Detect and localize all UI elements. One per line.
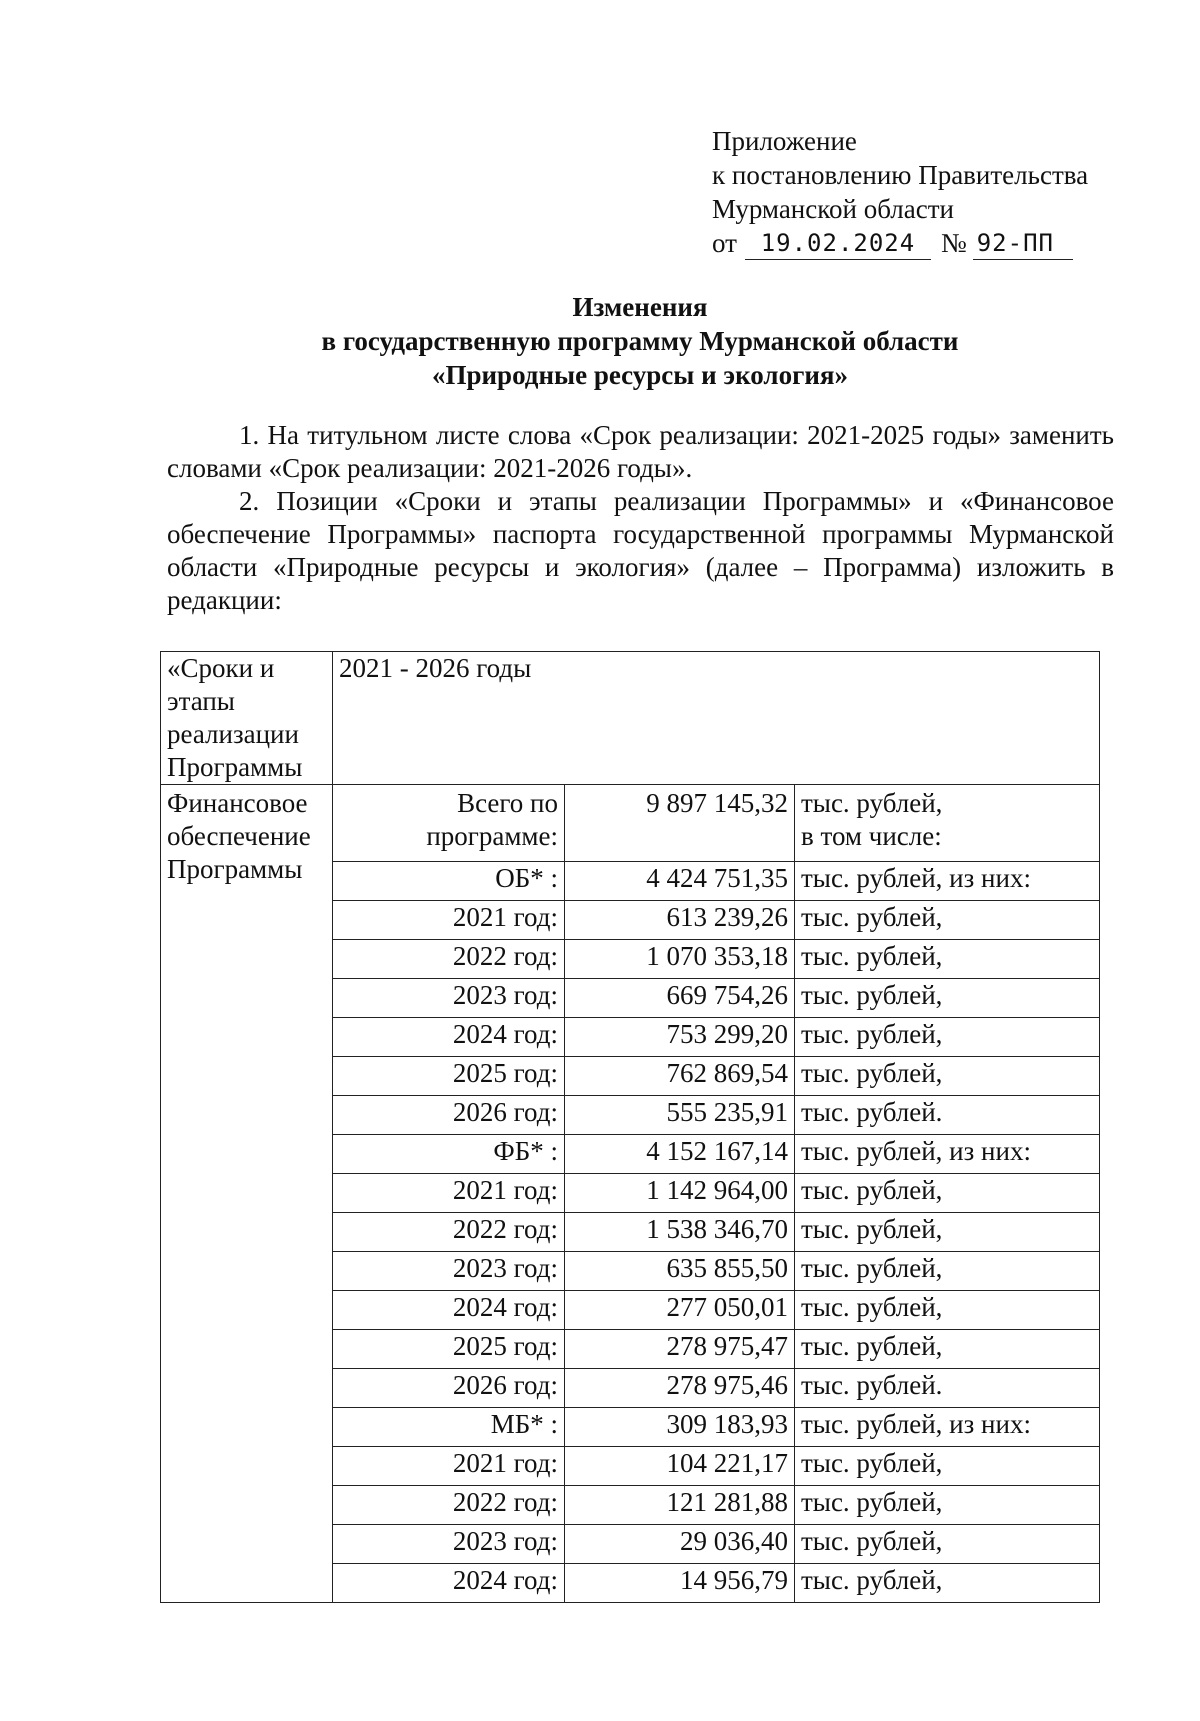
row-label-cell: 2026 год: (333, 1096, 565, 1135)
row-value-cell: 309 183,93 (565, 1408, 795, 1447)
terms-label-cell (161, 652, 333, 785)
approval-line-3: Мурманской области (712, 194, 954, 224)
row-label-cell: 2023 год: (333, 1252, 565, 1291)
paragraph-2: 2. Позиции «Сроки и этапы реализации Программы» и «Финансовое обеспечение Программы» паспорта государственной программы Мурманской области «Природные ресурсы и экология» (далее – Программа) изложить в редакции: (167, 486, 1114, 615)
row-label-cell: 2026 год: (333, 1369, 565, 1408)
row-unit-cell: тыс. рублей, (795, 1174, 1100, 1213)
row-value-cell: 1 070 353,18 (565, 940, 795, 979)
body-text (167, 419, 1114, 617)
row-value-cell: 613 239,26 (565, 901, 795, 940)
row-label-cell: 2023 год: (333, 979, 565, 1018)
row-value-cell: 4 152 167,14 (565, 1135, 795, 1174)
row-unit-cell: тыс. рублей, из них: (795, 1408, 1100, 1447)
row-label-cell: ОБ* : (333, 862, 565, 901)
row-value-cell: 753 299,20 (565, 1018, 795, 1057)
row-value-cell: 104 221,17 (565, 1447, 795, 1486)
total-label-line: Всего по (457, 788, 558, 818)
approval-number-sign: № (940, 228, 967, 258)
row-label-cell: ФБ* : (333, 1135, 565, 1174)
approval-block (712, 124, 1088, 260)
approval-line-1: Приложение (712, 126, 857, 156)
total-label-cell (333, 785, 565, 862)
approval-line-2: к постановлению Правительства (712, 160, 1089, 190)
total-unit-line: в том числе: (801, 821, 942, 851)
row-label-cell: 2022 год: (333, 1486, 565, 1525)
row-value-cell: 669 754,26 (565, 979, 795, 1018)
row-value-cell: 14 956,79 (565, 1564, 795, 1603)
row-unit-cell: тыс. рублей, (795, 1447, 1100, 1486)
approval-from-label: от (712, 228, 737, 258)
row-unit-cell: тыс. рублей, (795, 1486, 1100, 1525)
paragraph-1: 1. На титульном листе слова «Срок реализации: 2021-2025 годы» заменить словами «Срок реализации: 2021-2026 годы». (167, 420, 1114, 483)
terms-value-cell: 2021 - 2026 годы (333, 652, 1100, 785)
row-label-cell: 2022 год: (333, 940, 565, 979)
row-unit-cell: тыс. рублей, (795, 979, 1100, 1018)
row-label-cell: 2025 год: (333, 1057, 565, 1096)
row-label-cell: 2024 год: (333, 1291, 565, 1330)
finance-label-line: обеспечение (167, 821, 311, 851)
row-value-cell: 635 855,50 (565, 1252, 795, 1291)
row-value-cell: 278 975,46 (565, 1369, 795, 1408)
row-label-cell: МБ* : (333, 1408, 565, 1447)
finance-label-line: Программы (167, 854, 303, 884)
row-unit-cell: тыс. рублей, (795, 940, 1100, 979)
total-value-cell: 9 897 145,32 (565, 785, 795, 862)
row-label-cell: 2021 год: (333, 1174, 565, 1213)
document-title (160, 290, 1120, 392)
row-value-cell: 278 975,47 (565, 1330, 795, 1369)
row-label-cell: 2023 год: (333, 1525, 565, 1564)
row-label-cell: 2021 год: (333, 1447, 565, 1486)
title-line-1: Изменения (572, 292, 708, 322)
row-unit-cell: тыс. рублей, из них: (795, 1135, 1100, 1174)
total-unit-cell (795, 785, 1100, 862)
approval-number: 92-ПП (973, 229, 1073, 260)
row-label-cell: 2024 год: (333, 1018, 565, 1057)
row-unit-cell: тыс. рублей, (795, 1057, 1100, 1096)
row-unit-cell: тыс. рублей, (795, 1330, 1100, 1369)
terms-label-line: реализации (167, 719, 299, 749)
total-unit-line: тыс. рублей, (801, 788, 943, 818)
terms-label-line: «Сроки и (167, 653, 275, 683)
approval-date-number-row (712, 226, 1088, 260)
row-label-cell: 2022 год: (333, 1213, 565, 1252)
row-unit-cell: тыс. рублей. (795, 1096, 1100, 1135)
row-label-cell: 2024 год: (333, 1564, 565, 1603)
passport-table-body (161, 652, 1100, 1603)
row-unit-cell: тыс. рублей, из них: (795, 862, 1100, 901)
title-line-2: в государственную программу Мурманской области (321, 326, 959, 356)
row-unit-cell: тыс. рублей, (795, 901, 1100, 940)
row-value-cell: 29 036,40 (565, 1525, 795, 1564)
row-value-cell: 762 869,54 (565, 1057, 795, 1096)
row-unit-cell: тыс. рублей, (795, 1018, 1100, 1057)
row-label-cell: 2021 год: (333, 901, 565, 940)
row-value-cell: 4 424 751,35 (565, 862, 795, 901)
finance-label-line: Финансовое (167, 788, 308, 818)
total-label-line: программе: (426, 821, 558, 851)
row-label-cell: 2025 год: (333, 1330, 565, 1369)
row-value-cell: 555 235,91 (565, 1096, 795, 1135)
row-unit-cell: тыс. рублей, (795, 1291, 1100, 1330)
row-value-cell: 1 538 346,70 (565, 1213, 795, 1252)
row-value-cell: 1 142 964,00 (565, 1174, 795, 1213)
finance-label-cell (161, 785, 333, 1603)
row-unit-cell: тыс. рублей, (795, 1252, 1100, 1291)
row-value-cell: 277 050,01 (565, 1291, 795, 1330)
passport-table-wrap (160, 651, 1099, 1603)
row-unit-cell: тыс. рублей, (795, 1213, 1100, 1252)
passport-table (160, 651, 1100, 1603)
terms-label-line: этапы (167, 686, 235, 716)
approval-date: 19.02.2024 (745, 229, 931, 260)
title-line-3: «Природные ресурсы и экология» (431, 360, 849, 390)
row-unit-cell: тыс. рублей, (795, 1525, 1100, 1564)
terms-label-line: Программы (167, 752, 303, 782)
row-unit-cell: тыс. рублей, (795, 1564, 1100, 1603)
row-value-cell: 121 281,88 (565, 1486, 795, 1525)
table-row-total (161, 785, 1100, 862)
table-row-terms (161, 652, 1100, 785)
row-unit-cell: тыс. рублей. (795, 1369, 1100, 1408)
